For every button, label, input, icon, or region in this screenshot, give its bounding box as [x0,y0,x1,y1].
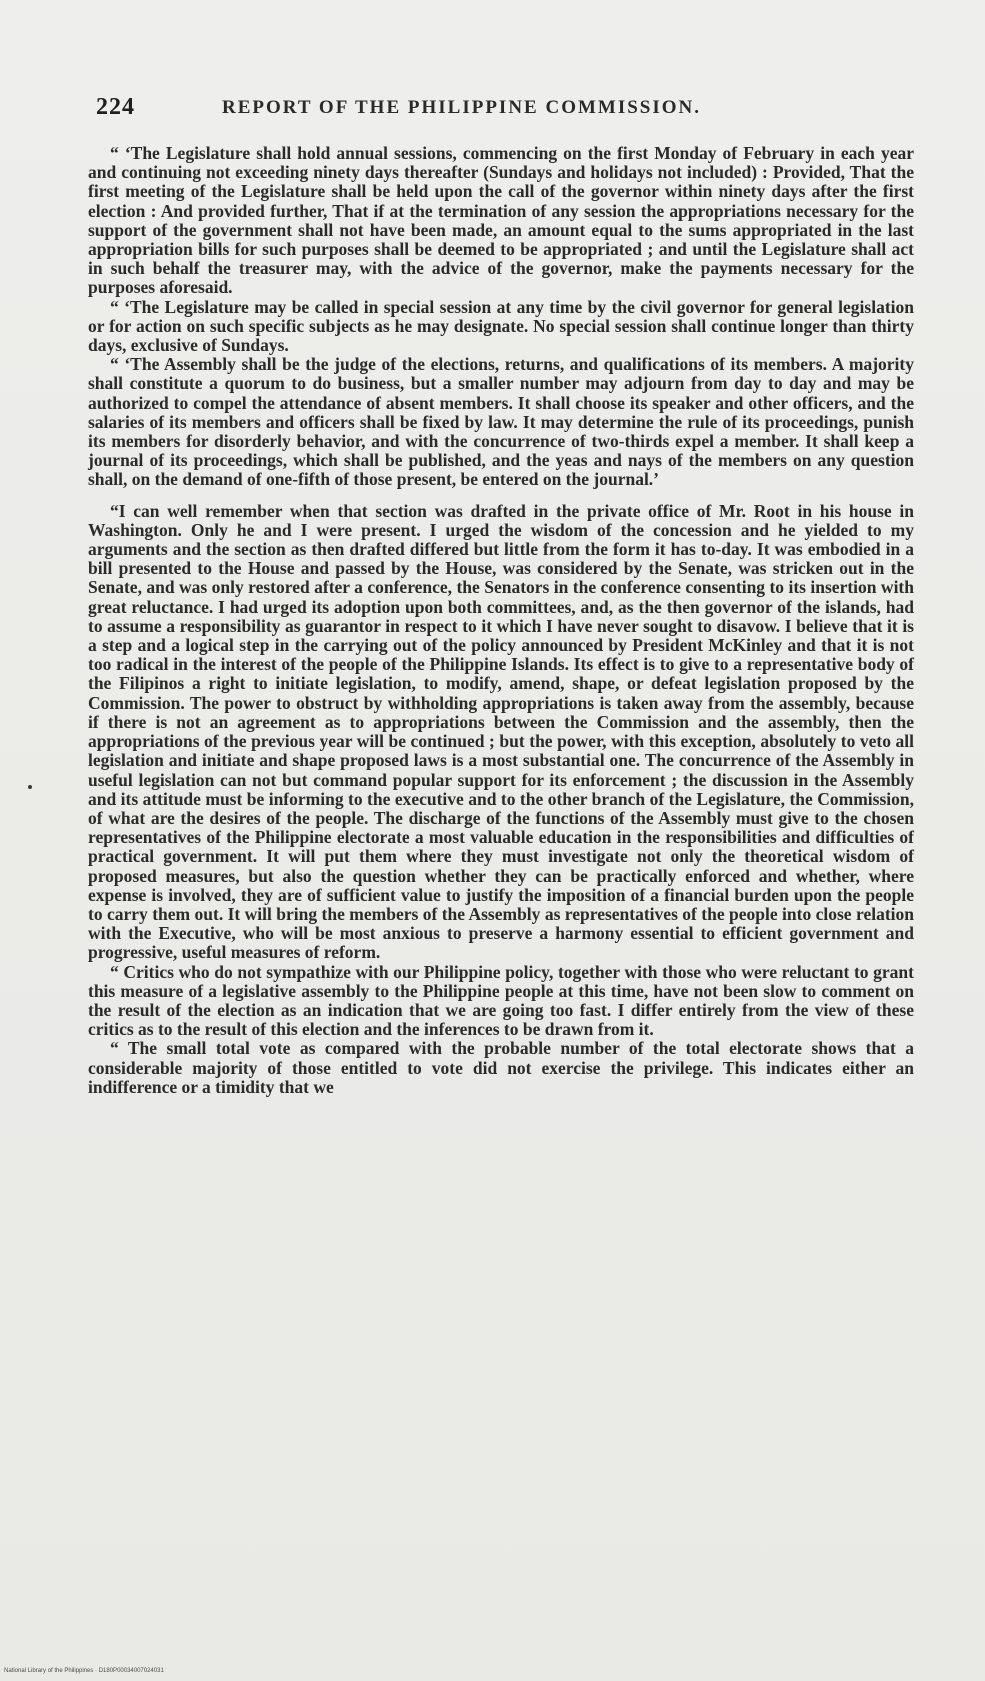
body-text [88,144,914,1097]
running-title: REPORT OF THE PHILIPPINE COMMISSION. [222,97,702,118]
paragraph-assembly-judge: “ ‘The Assembly shall be the judge of the elections, returns, and qualifications of its members. A majority shall constitute a quorum to do business, but a smaller number may adjourn from day to day and may be authorized to compel the attendance of absent members. It shall choose its speaker and other officers, and the salaries of its members and officers shall be fixed by law. It may determine the rule of its proceedings, punish its members for disorderly behavior, and with the concurrence of two-thirds expel a member. It shall keep a journal of its proceedings, which shall be published, and the yeas and nays of the members on any question shall, on the demand of one-fifth of those present, be entered on the journal.’ [88,354,914,490]
library-stamp: National Library of the Philippines · D180P00034007024031 [4,1668,164,1674]
margin-dot [28,785,32,789]
paragraph-root-recollection: “I can well remember when that section was drafted in the private office of Mr. Root in his house in Washington. Only he and I were present. I urged the wisdom of the concession and he yielded to my arguments and the section as then drafted differed but little from the form it has to-day. It was embodied in a bill presented to the House and passed by the House, was considered by the Senate, was stricken out in the Senate, and was only restored after a conference, the Senators in the conference consenting to its insertion with great reluctance. I had urged its adoption upon both committees, and, as the then governor of the islands, had to assume a responsibility as guarantor in respect to it which I have never sought to disavow. I believe that it is a step and a logical step in the carrying out of the policy announced by President McKinley and that it is not too radical in the interest of the people of the Philippine Islands. Its effect is to give to a representative body of the Filipinos a right to initiate legislation, to modify, amend, shape, or defeat legislation proposed by the Commission. The power to obstruct by withholding appropriations is taken away from the assembly, because if there is not an agreement as to appropriations between the Commission and the assembly, then the appropriations of the previous year will be continued ; but the power, with this exception, absolutely to veto all legislation and initiate and shape proposed laws is a most substantial one. The concurrence of the Assembly in useful legislation can not but command popular support for its enforcement ; the discussion in the Assembly and its attitude must be informing to the executive and to the other branch of the Legislature, the Commission, of what are the desires of the people. The discharge of the functions of the Assembly must give to the chosen representatives of the Philippine electorate a most valuable education in the responsibilities and difficulties of practical government. It will put them where they must investigate not only the theoretical wisdom of proposed measures, but also the question whether they can be practically enforced and whether, where expense is involved, they are of sufficient value to justify the imposition of a financial burden upon the people to carry them out. It will bring the members of the Assembly as representatives of the people into close relation with the Executive, who will be most anxious to preserve a harmony essential to efficient government and progressive, useful measures of reform. [88,500,914,963]
page-number: 224 [96,94,135,120]
running-head [96,94,916,124]
paragraph-small-total-vote: “ The small total vote as compared with the probable number of the total electorate shows that a considerable majority of those entitled to vote did not exercise the privilege. This indicates either an indifference or a timidity that we [88,1038,914,1097]
paragraph-legislature-sessions: “ ‘The Legislature shall hold annual sessions, commencing on the first Monday of February in each year and continuing not exceeding ninety days thereafter (Sundays and holidays not included) : Provided, That the first meeting of the Legislature shall be held upon the call of the governor within ninety days after the first election : And provided further, That if at the termination of any session the appropriations necessary for the support of the government shall not have been made, an amount equal to the sums appropriated in the last appropriation bills for such purposes shall be deemed to be appropriated ; and until the Legislature shall act in such behalf the treasurer may, with the advice of the governor, make the payments necessary for the purposes aforesaid. [88,143,914,298]
paragraph-special-session: “ ‘The Legislature may be called in special session at any time by the civil governor for general legislation or for action on such specific subjects as he may designate. No special session shall continue longer than thirty days, exclusive of Sundays. [88,296,914,356]
paragraph-critics: “ Critics who do not sympathize with our Philippine policy, together with those who were reluctant to grant this measure of a legislative assembly to the Philippine people at this time, have not been slow to comment on the result of the election as an indication that we are going too fast. I differ entirely from the view of these critics as to the result of this election and the inferences to be drawn from it. [88,961,914,1040]
paragraph-gap [88,490,914,502]
